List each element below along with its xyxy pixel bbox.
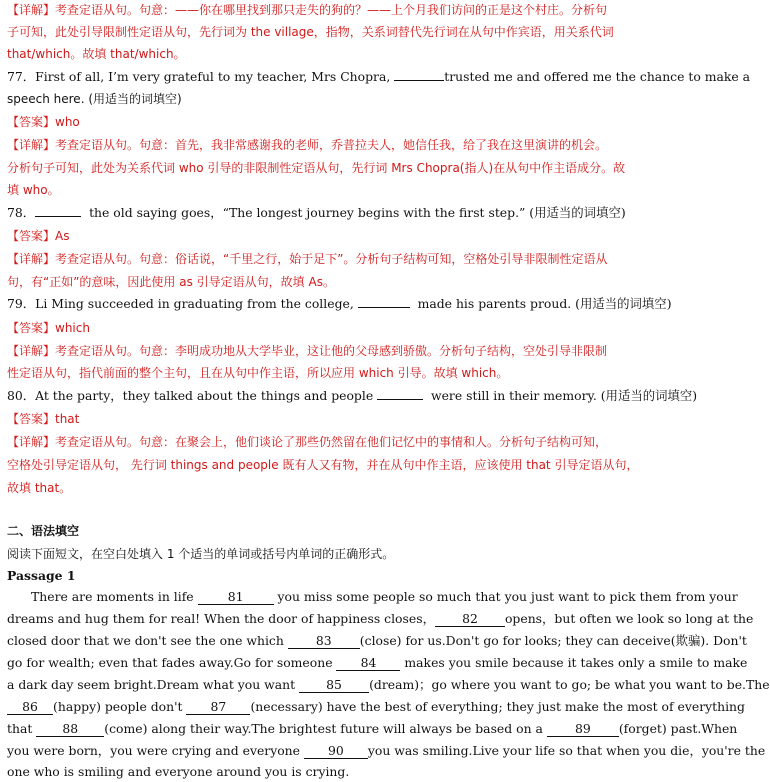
passage-line: you were born，you were crying and everyone 90 you was smiling.Live your life so that when you die，you're the xyxy=(7,743,766,758)
question-80 xyxy=(7,386,698,406)
explanation-line: 【详解】考查定语从句。句意：——你在哪里找到那只走失的狗的？——上个月我们访问的正是这个村庄。分析句 xyxy=(7,3,608,17)
blank-89: 89 xyxy=(547,721,619,737)
passage-line: 86 (happy) people don't 87 (necessary) have the best of everything; they just make the most of everything xyxy=(7,697,605,717)
answer-label: 【答案】which xyxy=(7,321,90,335)
explanation-line: 空格处引导定语从句， 先行词 things and people 既有人又有物，并在从句中作主语，应该使用 that 引导定语从句， xyxy=(7,458,639,472)
question-text: speech here. (用适当的词填空) xyxy=(7,92,182,106)
question-text: made his parents proud. (用适当的词填空) xyxy=(417,296,672,311)
explanation-line: 性定语从句，指代前面的整个主句，且在从句中作主语，所以应用 which 引导。故填 which。 xyxy=(7,366,509,380)
answer-blank xyxy=(35,203,81,217)
answer-blank xyxy=(377,386,423,400)
passage-line: closed door that we don't see the one which 83 (close) for us.Don't go for looks; they can deceive(欺骗). Don't xyxy=(7,633,747,648)
explanation-line: 填 who。 xyxy=(7,183,60,197)
answer-blank xyxy=(358,294,410,308)
passage-line: There are moments in life 81 you miss some people so much that you just want to pick them from your xyxy=(31,589,738,604)
blank-88: 88 xyxy=(36,721,104,737)
question-79 xyxy=(7,294,672,314)
question-text: were still in their memory. (用适当的词填空) xyxy=(430,388,698,403)
passage-title: Passage 1 xyxy=(7,568,76,583)
answer-label: 【答案】As xyxy=(7,229,70,243)
explanation-line: 故填 that。 xyxy=(7,481,72,495)
explanation-line: 【详解】考查定语从句。句意：李明成功地从大学毕业，这让他的父母感到骄傲。分析句子结构，空处引导非限制 xyxy=(7,344,608,358)
passage-line: go for wealth; even that fades away.Go for someone 84 makes you smile because it takes only a smile to make xyxy=(7,655,748,670)
blank-85: 85 xyxy=(299,677,369,693)
passage-line: that 88 (come) along their way.The brightest future will always be based on a 89 (forget) past.When xyxy=(7,721,738,736)
question-text: trusted me and offered me the chance to make a xyxy=(444,69,751,84)
answer-blank xyxy=(394,67,444,81)
question-number: 78． xyxy=(7,205,36,220)
question-text: the old saying goes，“The longest journey begins with the first step.” (用适当的词填空) xyxy=(89,205,626,220)
question-78 xyxy=(7,203,626,223)
blank-83: 83 xyxy=(288,633,360,649)
explanation-line: that/which。故填 that/which。 xyxy=(7,47,186,61)
section-heading: 二、语法填空 xyxy=(7,524,80,538)
explanation-line: 分析句子可知，此处为关系代词 who 引导的非限制性定语从句，先行词 Mrs Chopra(指人)在从句中作主语成分。故 xyxy=(7,161,626,175)
blank-81: 81 xyxy=(198,589,274,605)
explanation-line: 句，有“正如”的意味，因此使用 as 引导定语从句，故填 As。 xyxy=(7,275,335,289)
blank-90: 90 xyxy=(304,743,368,759)
question-text: 79．Li Ming succeeded in graduating from the college, xyxy=(7,296,358,311)
blank-82: 82 xyxy=(435,611,505,627)
answer-label: 【答案】who xyxy=(7,115,80,129)
question-77 xyxy=(7,67,751,87)
passage-line: a dark day seem bright.Dream what you want 85 (dream)；go where you want to go; be what you want to be.The xyxy=(7,677,770,692)
explanation-line: 【详解】考查定语从句。句意：俗话说，“千里之行，始于足下”。分析句子结构可知，空格处引导非限制性定语从 xyxy=(7,252,608,266)
blank-86: 86 xyxy=(7,699,53,715)
blank-87: 87 xyxy=(186,699,250,715)
question-text: 80．At the party，they talked about the things and people xyxy=(7,388,378,403)
question-text: 77．First of all, I’m very grateful to my teacher, Mrs Chopra, xyxy=(7,69,395,84)
answer-label: 【答案】that xyxy=(7,412,80,426)
passage-line: one who is smiling and everyone around you is crying. xyxy=(7,764,350,779)
explanation-line: 【详解】考查定语从句。句意：首先，我非常感谢我的老师，乔普拉夫人，她信任我，给了我在这里演讲的机会。 xyxy=(7,138,608,152)
section-instruction: 阅读下面短文，在空白处填入 1 个适当的单词或括号内单词的正确形式。 xyxy=(7,547,395,561)
passage-line: dreams and hug them for real! When the door of happiness closes， 82 opens，but often we look so long at the xyxy=(7,611,754,626)
explanation-line: 子可知，此处引导限制性定语从句，先行词为 the village，指物，关系词替代先行词在从句中作宾语，用关系代词 xyxy=(7,25,614,39)
blank-84: 84 xyxy=(336,655,400,671)
explanation-line: 【详解】考查定语从句。句意：在聚会上，他们谈论了那些仍然留在他们记忆中的事情和人。分析句子结构可知， xyxy=(7,435,608,449)
